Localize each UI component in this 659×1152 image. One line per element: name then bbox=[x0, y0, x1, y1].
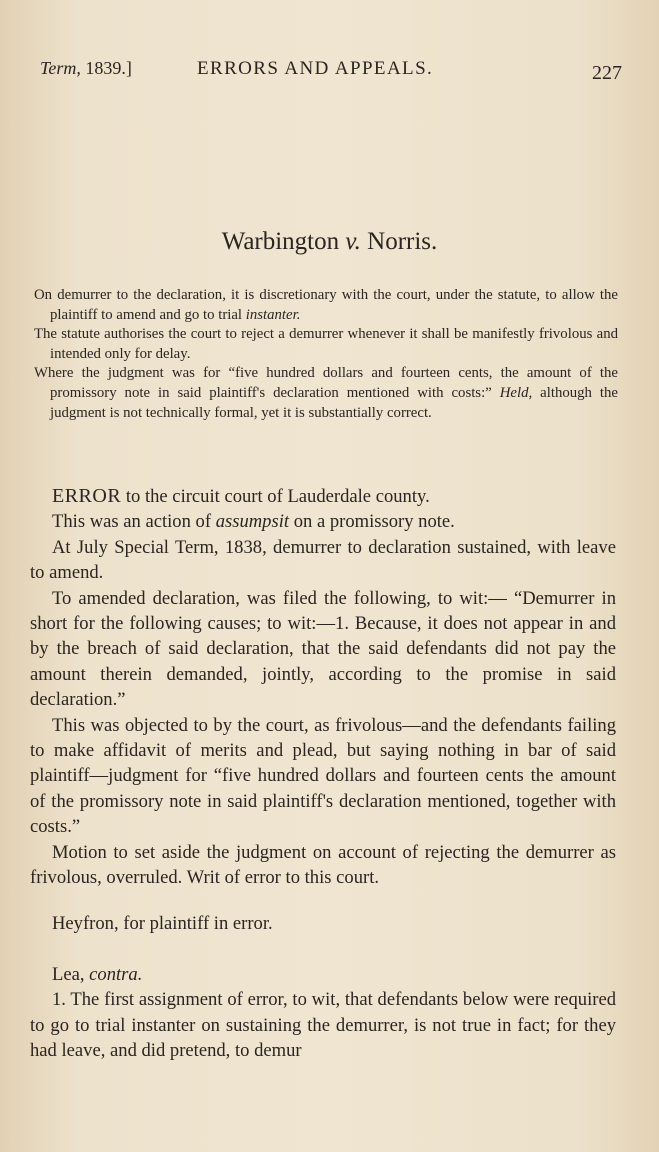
headnote: Where the judgment was for “five hundred dollars and fourteen cents, the amount of the promissory note in said plaintiff's declaration mentioned with costs:” Held, although the judgment is not technically formal, yet it is substantially correct. bbox=[34, 365, 618, 421]
case-title bbox=[0, 228, 659, 256]
running-header bbox=[40, 54, 622, 84]
headnote: On demurrer to the declaration, it is discretionary with the court, under the statute, to allow the plaintiff to amend and go to trial instanter. bbox=[34, 287, 618, 323]
paragraph-amended-declaration: To amended declaration, was filed the following, to wit:— “Demurrer in short for the following causes; to wit:—1. Because, it does not appear in and by the breach of said declaration, that the said defendants did not pay the amount therein demanded, jointly, according to the promise in said declaration.” bbox=[30, 587, 616, 711]
party-plaintiff: Warbington bbox=[221, 228, 340, 255]
paragraph-counsel-contra: Lea, contra. bbox=[52, 963, 143, 985]
term-label: Term, 1839.] bbox=[40, 58, 132, 78]
paragraph-counsel-plaintiff: Heyfron, for plaintiff in error. bbox=[52, 912, 273, 934]
running-title: ERRORS AND APPEALS. bbox=[197, 58, 434, 79]
opinion-body bbox=[30, 484, 616, 1064]
party-defendant: Norris. bbox=[367, 228, 438, 255]
paragraph-error: ERROR to the circuit court of Lauderdale county. bbox=[52, 485, 430, 507]
headnotes bbox=[34, 286, 618, 423]
paragraph-objection: This was objected to by the court, as frivolous—and the defendants failing to make affidavit of merits and plead, but saying nothing in bar of said plaintiff—judgment for “five hundred dollars and fourteen cents the amount of the promissory note in said plaintiff's declaration mentioned, together with costs.” bbox=[30, 714, 616, 838]
paragraph-action: This was an action of assumpsit on a promissory note. bbox=[52, 511, 455, 533]
versus: v. bbox=[345, 228, 361, 255]
page-number: 227 bbox=[592, 62, 622, 84]
paragraph-motion: Motion to set aside the judgment on account of rejecting the demurrer as frivolous, overruled. Writ of error to this court. bbox=[30, 841, 616, 889]
headnote: The statute authorises the court to reject a demurrer whenever it shall be manifestly frivolous and intended only for delay. bbox=[34, 326, 618, 362]
paragraph-assignment: 1. The first assignment of error, to wit, that defendants below were required to go to trial instanter on sustaining the demurrer, is not true in fact; for they had leave, and did pretend, to demur bbox=[30, 989, 616, 1062]
paragraph-special-term: At July Special Term, 1838, demurrer to declaration sustained, with leave to amend. bbox=[30, 536, 616, 584]
